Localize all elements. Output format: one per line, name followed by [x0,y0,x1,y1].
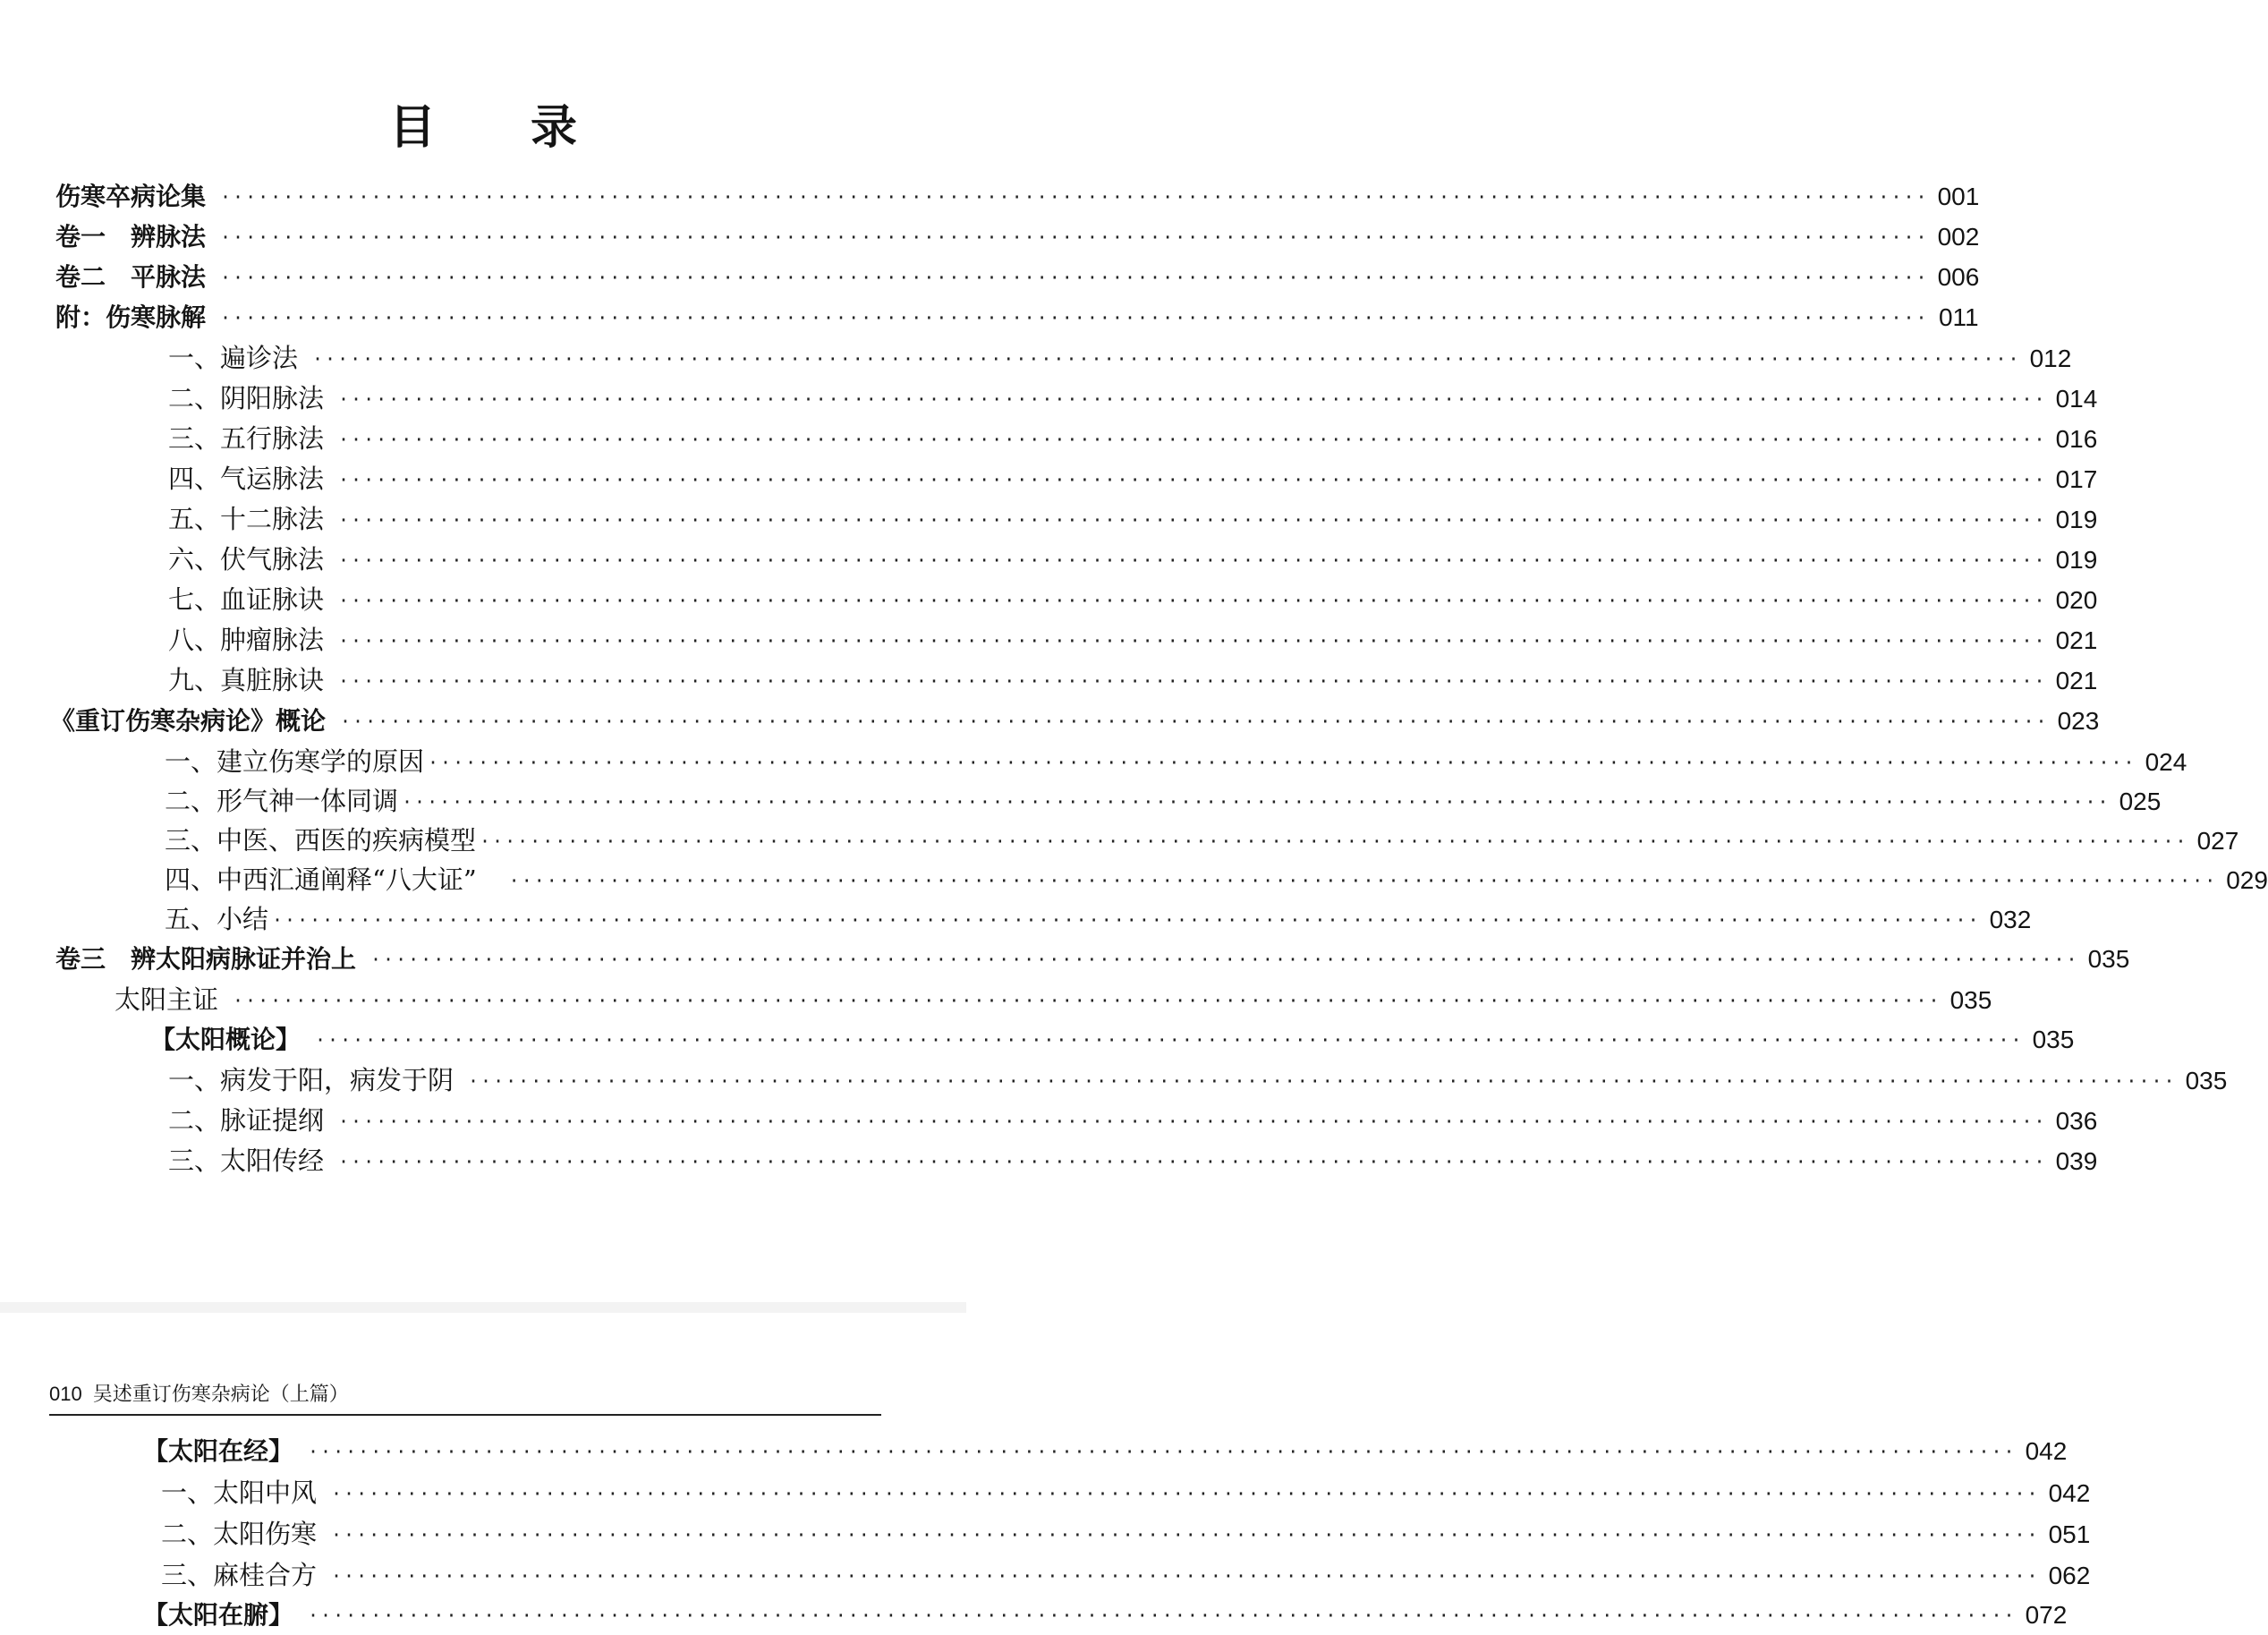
toc-entry [115,980,1992,1019]
toc-entry-page: 039 [2055,1147,2098,1175]
toc-entry-page: 062 [2048,1562,2091,1589]
toc-leader-dots [220,258,1929,297]
toc-entry [168,379,2098,418]
toc-entry [165,899,2032,939]
toc-entry [50,702,2100,741]
toc-entry-page: 023 [2057,707,2100,735]
toc-entry-label: 【太阳在腑】 [143,1600,294,1630]
toc-entry [168,419,2098,458]
toc-entry [168,338,2072,378]
toc-leader-dots [370,940,2079,979]
toc-entry [150,1020,2075,1060]
toc-leader-dots [220,298,1929,337]
toc-leader-dots [338,420,2047,459]
toc-entry-page: 011 [1938,303,1979,331]
toc-entry [143,1432,2068,1471]
toc-entry-label: 三、中医、西医的疾病模型 [165,825,477,856]
toc-entry [165,860,2268,899]
toc-entry [161,1514,2091,1554]
toc-entry-label: 四、气运脉法 [168,464,325,494]
toc-leader-dots [331,1515,2040,1554]
toc-entry [168,540,2098,579]
toc-entry-page: 072 [2025,1601,2068,1629]
running-header [49,1376,881,1416]
toc-entry-label: 【太阳概论】 [150,1025,302,1054]
toc-entry-page: 021 [2055,626,2098,654]
toc-entry-label: 二、阴阳脉法 [168,383,325,413]
page-title: 目 录 [388,101,617,155]
toc-leader-dots [480,822,2188,861]
toc-entry-label: 一、病发于阳，病发于阴 [168,1065,454,1095]
toc-leader-dots [308,1432,2017,1471]
toc-entry [168,580,2098,619]
toc-entry-page: 016 [2055,425,2098,453]
toc-entry-page: 019 [2055,506,2098,533]
toc-entry-page: 035 [2185,1067,2228,1094]
toc-entry [161,1555,2091,1595]
toc-leader-dots [468,1061,2177,1101]
toc-entry-page: 002 [1937,223,1980,251]
toc-entry-label: 太阳主证 [115,984,219,1015]
toc-leader-dots [338,1142,2047,1181]
toc-leader-dots [220,217,1929,257]
toc-entry-label: 四、中西汇通阐释“八大证” [165,864,477,895]
toc-entry-page: 042 [2025,1437,2068,1465]
toc-leader-dots [338,661,2047,701]
toc-entry-page: 019 [2055,546,2098,574]
toc-entry-page: 021 [2055,667,2098,694]
toc-entry-label: 【太阳在经】 [143,1436,294,1466]
toc-entry-label: 一、遍诊法 [168,343,299,373]
toc-leader-dots [308,1596,2017,1635]
toc-entry-page: 020 [2055,586,2098,614]
toc-entry-label: 三、麻桂合方 [161,1560,318,1590]
toc-entry-page: 006 [1937,263,1980,291]
toc-entry-page: 042 [2048,1479,2091,1507]
toc-leader-dots [338,621,2047,660]
toc-entry [165,781,2162,821]
toc-entry-label: 七、血证脉诀 [168,584,325,615]
toc-entry-page: 025 [2119,788,2162,815]
toc-entry-label: 五、小结 [165,904,269,934]
toc-entry [55,258,1980,297]
toc-entry-page: 036 [2055,1107,2098,1135]
toc-entry-label: 二、太阳伤寒 [161,1519,318,1549]
toc-entry-label: 伤寒卒病论集 [55,182,207,211]
toc-entry-page: 029 [2226,866,2268,894]
toc-leader-dots [338,581,2047,620]
toc-entry-label: 《重订伤寒杂病论》概论 [50,706,327,736]
toc-entry [161,1473,2091,1512]
toc-entry-label: 二、形气神一体同调 [165,786,399,816]
toc-entry-page: 035 [2032,1026,2075,1053]
toc-leader-dots [315,1020,2024,1060]
toc-entry [55,217,1980,257]
toc-leader-dots [509,861,2218,900]
toc-entry-page: 035 [2087,945,2130,973]
toc-entry-page: 024 [2145,748,2187,776]
toc-leader-dots [272,900,1981,940]
toc-entry [165,742,2187,781]
toc-leader-dots [312,339,2021,379]
toc-entry-label: 三、太阳传经 [168,1145,325,1176]
toc-entry [168,660,2098,700]
toc-entry-page: 027 [2196,827,2239,855]
toc-entry-label: 卷二 平脉法 [55,262,207,292]
page-gap [0,1302,966,1313]
toc-entry-label: 九、真脏脉诀 [168,665,325,695]
toc-leader-dots [338,379,2047,419]
toc-leader-dots [233,981,1941,1020]
toc-entry-page: 014 [2055,385,2098,413]
toc-entry-page: 051 [2048,1520,2091,1548]
toc-leader-dots [402,782,2111,822]
toc-leader-dots [331,1474,2040,1513]
toc-entry-label: 六、伏气脉法 [168,544,325,575]
toc-leader-dots [428,743,2136,782]
toc-leader-dots [338,541,2047,580]
toc-entry [168,620,2098,660]
toc-entry-label: 卷三 辨太阳病脉证并治上 [55,944,357,974]
toc-entry [168,1101,2098,1140]
toc-entry [168,1141,2098,1180]
toc-entry-page: 035 [1949,986,1992,1014]
header-book-title: 吴述重订伤寒杂病论（上篇） [92,1384,349,1406]
toc-entry-page: 032 [1989,906,2032,933]
toc-entry-page: 012 [2029,345,2072,372]
toc-entry-label: 五、十二脉法 [168,504,325,534]
toc-entry-page: 001 [1937,183,1980,210]
toc-leader-dots [338,500,2047,540]
toc-leader-dots [338,460,2047,499]
toc-entry [143,1596,2068,1635]
toc-entry [55,298,1979,337]
toc-entry [168,1060,2228,1100]
toc-entry-label: 三、五行脉法 [168,423,325,454]
toc-leader-dots [220,177,1929,217]
toc-entry-label: 一、太阳中风 [161,1477,318,1508]
toc-entry [165,821,2239,860]
toc-entry-label: 卷一 辨脉法 [55,222,207,251]
toc-entry-label: 八、肿瘤脉法 [168,625,325,655]
toc-leader-dots [331,1556,2040,1596]
toc-entry-page: 017 [2055,465,2098,493]
toc-entry-label: 一、建立伤寒学的原因 [165,746,425,777]
toc-entry-label: 附：伤寒脉解 [55,302,207,332]
toc-entry-label: 二、脉证提纲 [168,1105,325,1136]
toc-entry [168,459,2098,498]
toc-entry [168,499,2098,539]
toc-entry [55,177,1980,217]
toc-entry [55,940,2130,979]
toc-leader-dots [338,1102,2047,1141]
header-page-number: 010 [49,1383,82,1405]
toc-leader-dots [340,702,2049,741]
